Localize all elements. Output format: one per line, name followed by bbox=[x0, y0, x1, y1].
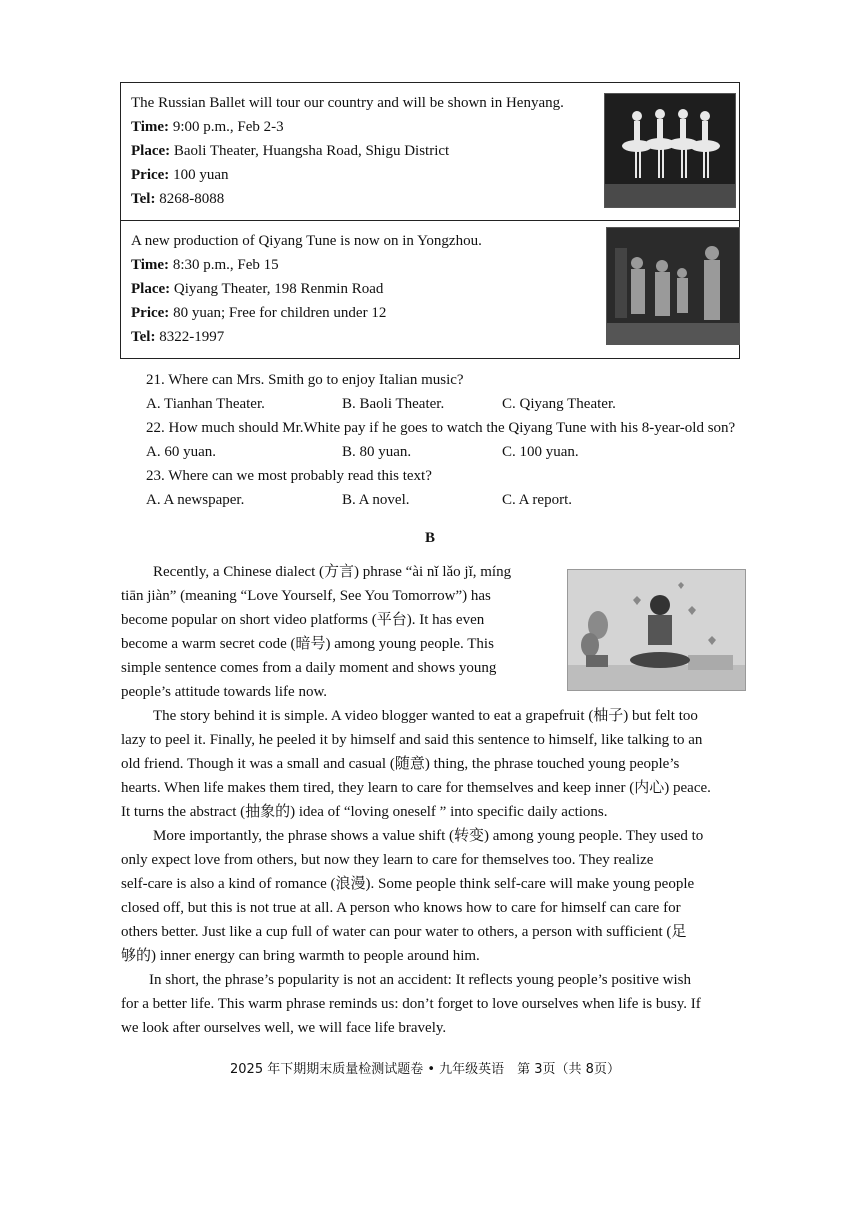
option-a: A. Tianhan Theater. bbox=[146, 396, 265, 412]
ad-qiyang-tune bbox=[121, 221, 739, 358]
question-21: 21. Where can Mrs. Smith go to enjoy Italian music? bbox=[146, 372, 464, 388]
paragraph-line: In short, the phrase’s popularity is not an accident: It reflects young people’s positive wish bbox=[149, 972, 691, 988]
advertisement-table bbox=[120, 82, 740, 359]
option-c: C. Qiyang Theater. bbox=[502, 396, 616, 412]
ad-tel: 8268-8088 bbox=[159, 191, 225, 207]
ad-intro: A new production of Qiyang Tune is now on in Yongzhou. bbox=[131, 233, 482, 249]
paragraph-line: we look after ourselves well, we will face life bravely. bbox=[121, 1020, 447, 1036]
option-a: A. 60 yuan. bbox=[146, 444, 216, 460]
passage-paragraph-1 bbox=[121, 560, 553, 704]
paragraph-line: only expect love from others, but now they learn to care for themselves too. They realize bbox=[121, 852, 654, 868]
paragraph-line: become a warm secret code (暗号) among young people. This bbox=[121, 636, 494, 652]
option-b: B. Baoli Theater. bbox=[342, 396, 445, 412]
paragraph-line: 够的) inner energy can bring warmth to people around him. bbox=[121, 948, 480, 964]
ballet-photo bbox=[604, 93, 736, 208]
paragraph-line: Recently, a Chinese dialect (方言) phrase “ài nǐ lǎo jǐ, míng bbox=[153, 564, 512, 580]
time-label: Time: bbox=[131, 119, 170, 135]
paragraph-line: lazy to peel it. Finally, he peeled it by himself and said this sentence to himself, like talking to an bbox=[121, 732, 703, 748]
place-label: Place: bbox=[131, 281, 171, 297]
paragraph-line: people’s attitude towards life now. bbox=[121, 684, 328, 700]
section-heading: B bbox=[425, 530, 436, 546]
place-label: Place: bbox=[131, 143, 171, 159]
option-c: C. 100 yuan. bbox=[502, 444, 579, 460]
option-c: C. A report. bbox=[502, 492, 572, 508]
paragraph-line: More importantly, the phrase shows a value shift (转变) among young people. They used to bbox=[153, 828, 704, 844]
ad-place: Qiyang Theater, 198 Renmin Road bbox=[173, 281, 384, 297]
paragraph-line: simple sentence comes from a daily moment and shows young bbox=[121, 660, 497, 676]
tel-label: Tel: bbox=[131, 329, 156, 345]
passage-paragraph-4 bbox=[121, 968, 748, 1040]
paragraph-line: become popular on short video platforms (平台). It has even bbox=[121, 612, 485, 628]
page-footer: 2025 年下期期末质量检测试题卷 • 九年级英语 第 3页（共 8页） bbox=[230, 1062, 620, 1077]
option-b: B. 80 yuan. bbox=[342, 444, 412, 460]
paragraph-line: for a better life. This warm phrase reminds us: don’t forget to love ourselves when life is busy. If bbox=[121, 996, 701, 1012]
paragraph-line: hearts. When life makes them tired, they learn to care for themselves and keep inner (内心) peace. bbox=[121, 780, 711, 796]
paragraph-line: It turns the abstract (抽象的) idea of “loving oneself ” into specific daily actions. bbox=[121, 804, 608, 820]
ad-price: 100 yuan bbox=[173, 167, 229, 183]
opera-photo bbox=[606, 227, 740, 345]
question-22: 22. How much should Mr.White pay if he goes to watch the Qiyang Tune with his 8-year-old son? bbox=[146, 420, 736, 436]
question-23: 23. Where can we most probably read this text? bbox=[146, 468, 432, 484]
ad-place: Baoli Theater, Huangsha Road, Shigu District bbox=[173, 143, 450, 159]
ad-russian-ballet bbox=[121, 83, 739, 221]
ad-intro: The Russian Ballet will tour our country and will be shown in Henyang. bbox=[131, 95, 564, 111]
paragraph-line: closed off, but this is not true at all. A person who knows how to care for himself can care for bbox=[121, 900, 681, 916]
paragraph-line: others better. Just like a cup full of water can pour water to others, a person with sufficient (足 bbox=[121, 924, 687, 940]
price-label: Price: bbox=[131, 305, 170, 321]
ad-price: 80 yuan; Free for children under 12 bbox=[173, 305, 387, 321]
paragraph-line: old friend. Though it was a small and casual (随意) thing, the phrase touched young people’s bbox=[121, 756, 680, 772]
time-label: Time: bbox=[131, 257, 170, 273]
ad-time: 9:00 p.m., Feb 2-3 bbox=[172, 119, 284, 135]
option-a: A. A newspaper. bbox=[146, 492, 245, 508]
passage-paragraph-2 bbox=[121, 704, 748, 824]
paragraph-line: self-care is also a kind of romance (浪漫). Some people think self-care will make young people bbox=[121, 876, 695, 892]
option-b: B. A novel. bbox=[342, 492, 410, 508]
paragraph-line: tiān jiàn” (meaning “Love Yourself, See You Tomorrow”) has bbox=[121, 588, 491, 604]
illustration-photo bbox=[567, 569, 746, 691]
tel-label: Tel: bbox=[131, 191, 156, 207]
price-label: Price: bbox=[131, 167, 170, 183]
passage-paragraph-3 bbox=[121, 824, 748, 968]
paragraph-line: The story behind it is simple. A video blogger wanted to eat a grapefruit (柚子) but felt too bbox=[153, 708, 698, 724]
ad-time: 8:30 p.m., Feb 15 bbox=[172, 257, 279, 273]
ad-tel: 8322-1997 bbox=[159, 329, 225, 345]
